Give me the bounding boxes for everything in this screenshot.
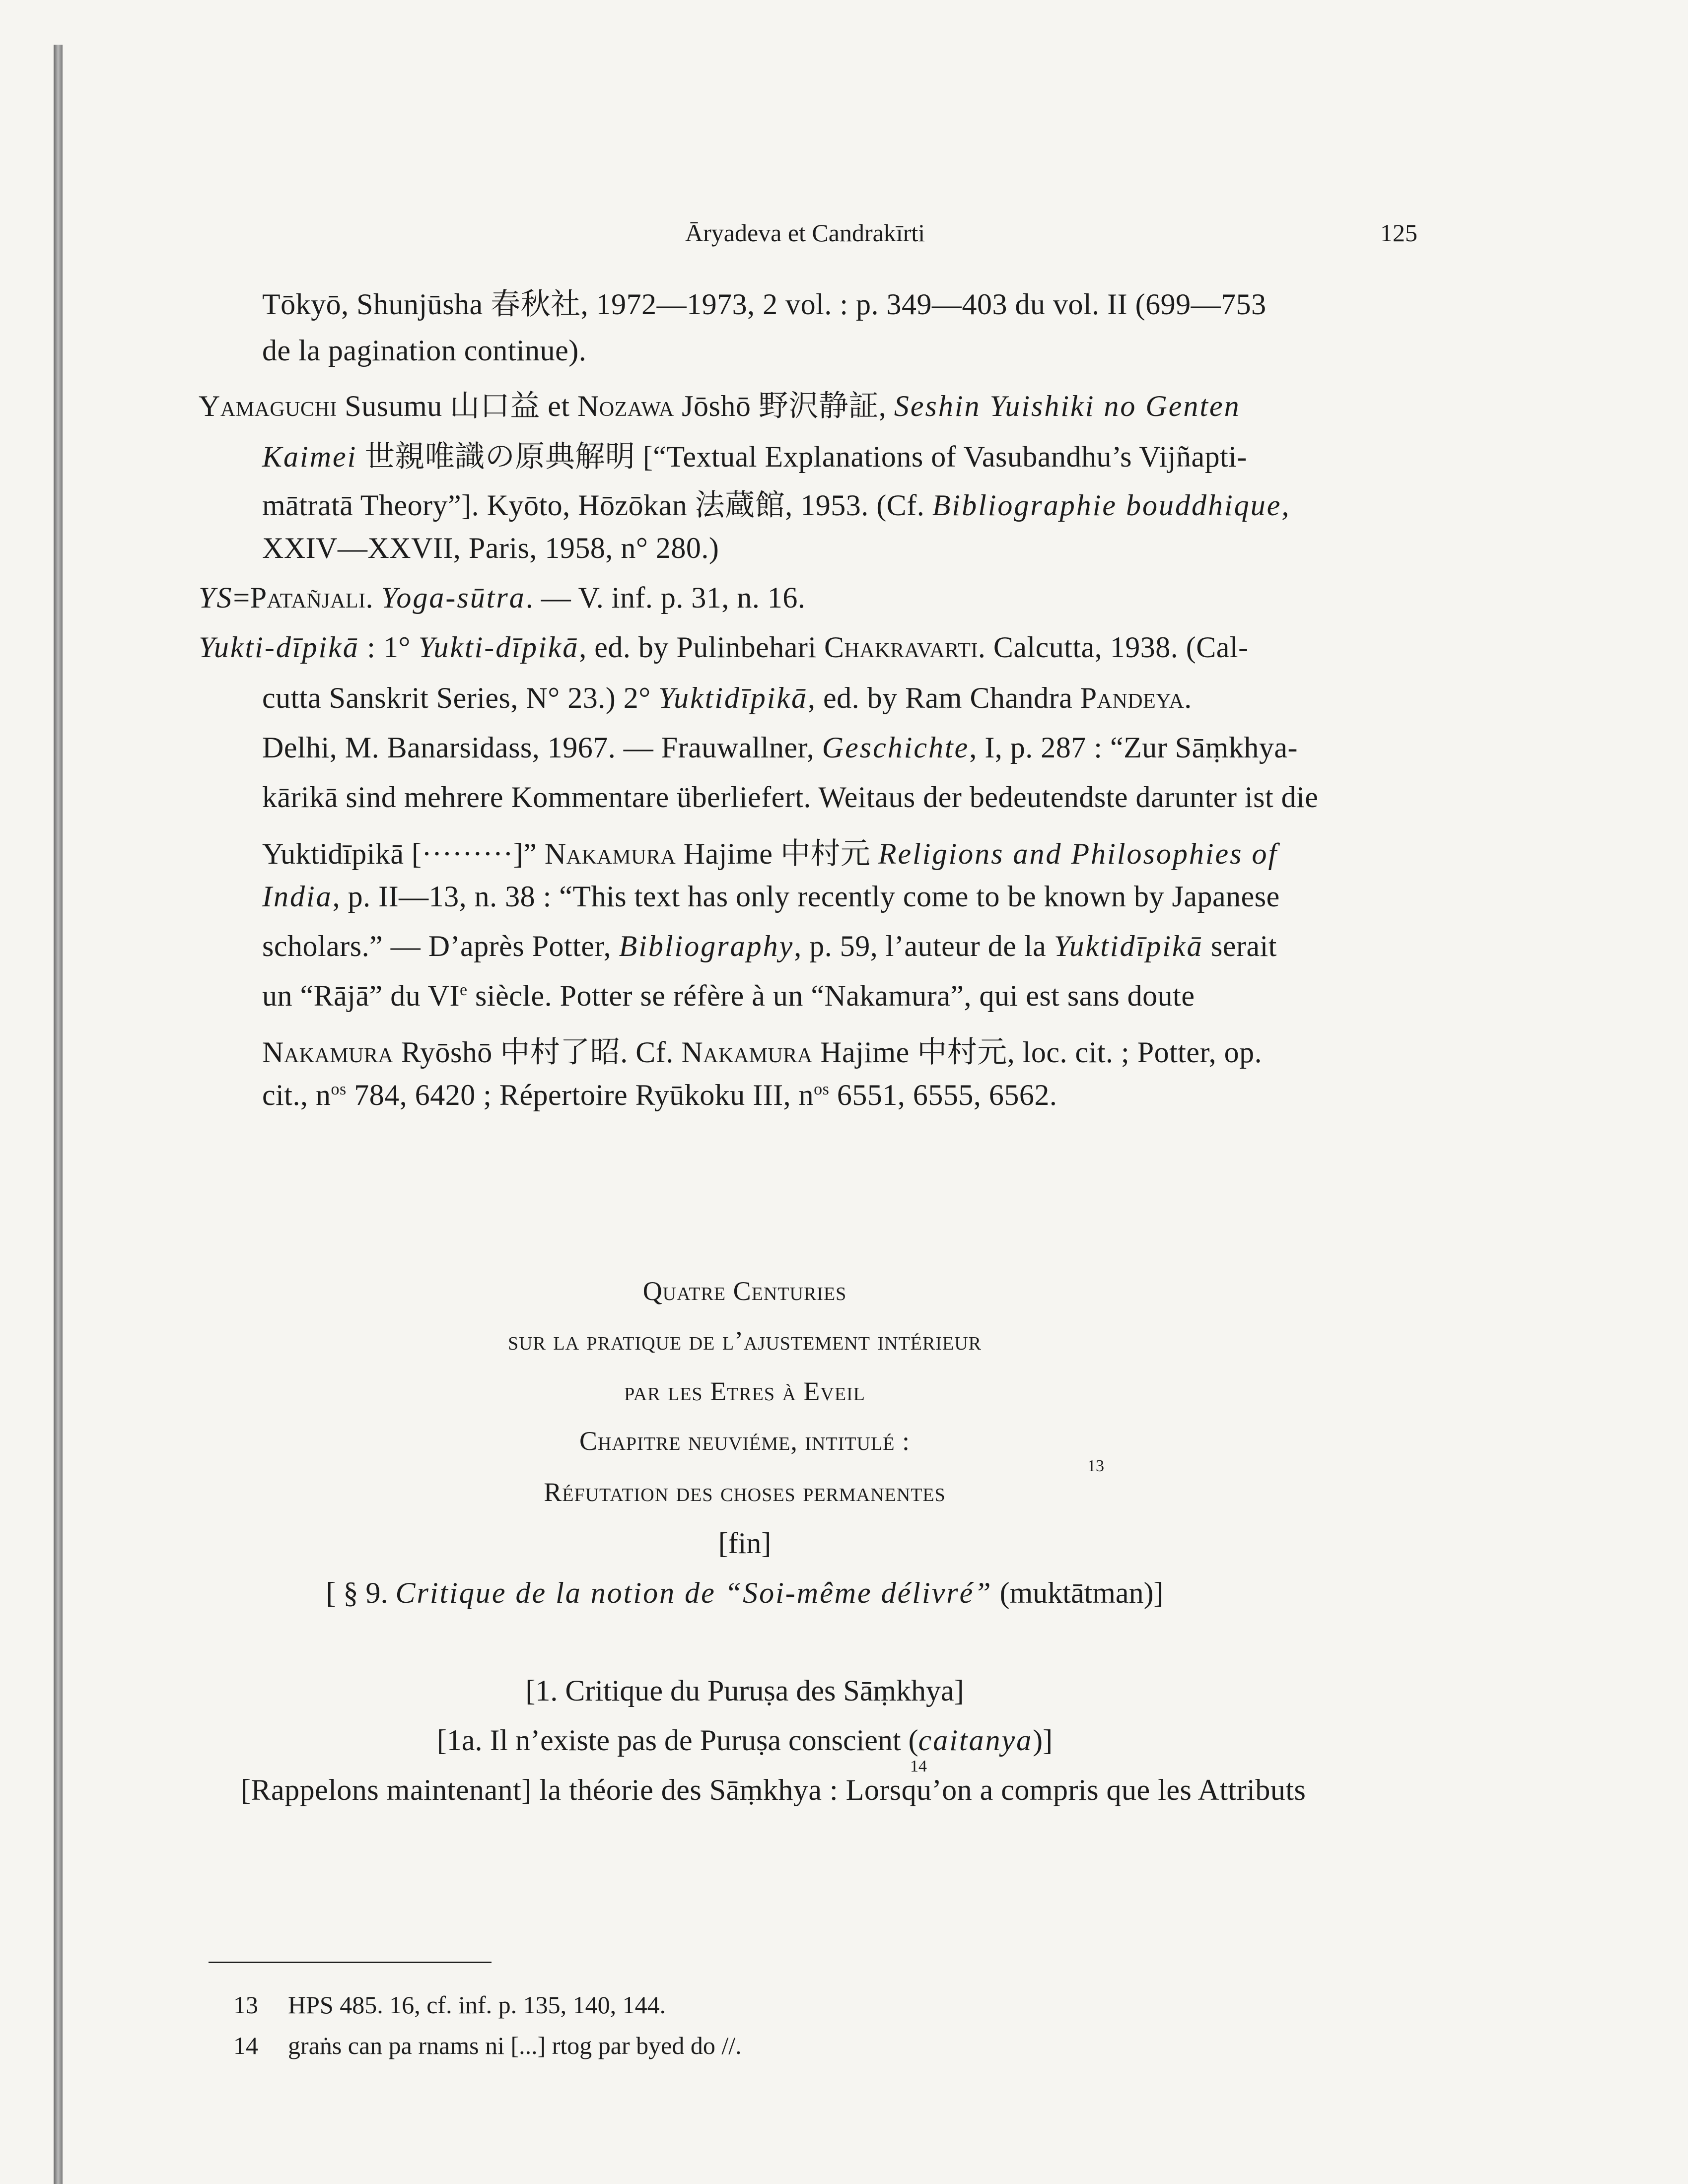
bib-line: Yuktidīpikā [·········]” Nakamura Hajime 中村元 Religions and Philosophies of xyxy=(262,837,1278,870)
book-title: Yuktidīpikā xyxy=(1054,930,1203,962)
page-binding-edge xyxy=(54,45,63,2184)
book-title: Seshin Yuishiki no Genten xyxy=(894,390,1241,422)
footnote-text: graṅs can pa rnams ni [...] rtog par byed do //. xyxy=(288,2032,742,2059)
entry-heading: Yukti-dīpikā xyxy=(199,631,359,664)
book-title: Yukti-dīpikā xyxy=(418,631,579,664)
author-name: Yamaguchi xyxy=(199,390,337,422)
chapter-title-line: sur la pratique de l’ajustement intérieur xyxy=(507,1326,982,1356)
author-name: Nakamura xyxy=(544,837,676,870)
author-name: Nakamura xyxy=(681,1036,813,1069)
abbreviation: YS xyxy=(199,581,233,614)
footnote-14 xyxy=(233,2031,742,2060)
chapter-title-line: Quatre Centuries xyxy=(642,1276,847,1306)
bib-line: Kaimei 世親唯識の原典解明 [“Textual Explanations of Vasubandhu’s Vijñapti- xyxy=(262,440,1247,473)
bib-entry-yukti-dipika: Yukti-dīpikā : 1° Yukti-dīpikā, ed. by Pulinbehari Chakravarti. Calcutta, 1938. (Cal- xyxy=(199,631,1249,664)
author-name: Nakamura xyxy=(262,1036,394,1069)
footnote-number: 13 xyxy=(233,1991,258,2019)
page-number: 125 xyxy=(1380,219,1417,247)
book-title: Kaimei xyxy=(262,440,357,473)
fin-marker: [fin] xyxy=(718,1527,772,1560)
bib-line: XXIV—XXVII, Paris, 1958, n° 280.) xyxy=(262,532,719,564)
footnote-text: HPS 485. 16, cf. inf. p. 135, 140, 144. xyxy=(288,1991,666,2019)
body-text-line: [Rappelons maintenant] la théorie des Sāṃkhya : Lorsqu’on a compris que les Attributs xyxy=(241,1774,1306,1806)
bib-line: kārikā sind mehrere Kommentare überliefert. Weitaus der bedeutendste darunter ist die xyxy=(262,781,1319,814)
book-title: Geschichte xyxy=(822,731,970,764)
author-name: Nozawa xyxy=(577,390,674,422)
subsection-heading-1: [1. Critique du Puruṣa des Sāṃkhya] xyxy=(525,1674,964,1707)
book-title: India xyxy=(262,880,333,913)
bib-line: Nakamura Ryōshō 中村了昭. Cf. Nakamura Hajime 中村元, loc. cit. ; Potter, op. xyxy=(262,1036,1263,1069)
bib-line: India, p. II—13, n. 38 : “This text has only recently come to be known by Japanese xyxy=(262,880,1280,913)
author-name: Patañjali xyxy=(250,581,366,614)
section-title: Critique de la notion de “Soi-même délivré” xyxy=(395,1576,992,1609)
footnote-number: 14 xyxy=(233,2032,258,2059)
section-heading-9: [ § 9. Critique de la notion de “Soi-même délivré” (muktātman)] xyxy=(326,1576,1164,1609)
bib-line: cit., $n^{os}$ 784, 6420 ; Répertoire Ryūkoku III, $n^{os}$ 6551, 6555, 6562. xyxy=(262,1079,1057,1111)
superscript: os xyxy=(814,1080,830,1098)
author-name: Pandeya xyxy=(1080,682,1185,714)
chapter-title-line: par les Etres à Eveil xyxy=(624,1376,865,1406)
bib-line: Tōkyō, Shunjūsha 春秋社, 1972—1973, 2 vol. : p. 349—403 du vol. II (699—753 xyxy=(262,288,1266,321)
book-title: Bibliography xyxy=(619,930,794,962)
note-marker-13: 13 xyxy=(1087,1457,1104,1475)
note-marker-14: 14 xyxy=(910,1757,927,1775)
superscript: os xyxy=(331,1080,347,1098)
chapter-title-line: Chapitre neuviéme, intitulé : xyxy=(579,1426,910,1456)
sanskrit-term: caitanya xyxy=(918,1724,1033,1757)
subsection-heading-1a: [1a. Il n’existe pas de Puruṣa conscient (caitanya)] xyxy=(436,1724,1053,1757)
running-title: Āryadeva et Candrakīrti xyxy=(685,219,925,247)
book-title: Religions and Philosophies of xyxy=(878,837,1278,870)
book-title: Yuktidīpikā xyxy=(658,682,808,714)
bib-line: de la pagination continue). xyxy=(262,334,587,367)
author-name: Chakravarti xyxy=(824,631,978,664)
bib-entry-ys: YS=Patañjali. Yoga-sūtra. — V. inf. p. 31, n. 16. xyxy=(199,581,806,614)
bib-entry-yamaguchi: Yamaguchi Susumu 山口益 et Nozawa Jōshō 野沢静証, Seshin Yuishiki no Genten xyxy=(199,390,1241,422)
bib-line: un “Rājā” du VIe siècle. Potter se réfère à un “Nakamura”, qui est sans doute xyxy=(262,979,1195,1012)
bib-line: cutta Sanskrit Series, N° 23.) 2° Yuktidīpikā, ed. by Ram Chandra Pandeya. xyxy=(262,682,1192,714)
bib-line: mātratā Theory”]. Kyōto, Hōzōkan 法蔵館, 1953. (Cf. Bibliographie bouddhique, xyxy=(262,489,1291,522)
bib-line: scholars.” — D’après Potter, Bibliography, p. 59, l’auteur de la Yuktidīpikā serait xyxy=(262,930,1277,962)
footnote-13 xyxy=(233,1990,666,2019)
book-title: Bibliographie bouddhique, xyxy=(932,489,1291,522)
chapter-title-line: Réfutation des choses permanentes xyxy=(544,1477,946,1507)
superscript: e xyxy=(459,981,468,999)
bib-line: Delhi, M. Banarsidass, 1967. — Frauwallner, Geschichte, I, p. 287 : “Zur Sāṃkhya- xyxy=(262,731,1298,764)
footnote-rule xyxy=(209,1962,492,1963)
book-title: Yoga-sūtra xyxy=(381,581,526,614)
